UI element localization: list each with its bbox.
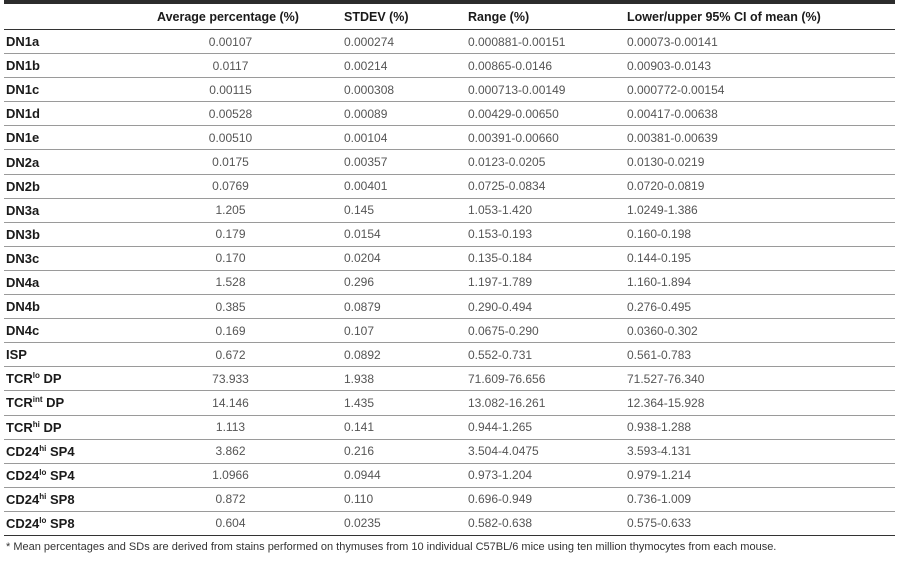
confidence-interval-cell: 0.00381-0.00639 — [627, 126, 895, 150]
population-label-cell — [4, 391, 157, 415]
average-percentage-cell: 0.0769 — [157, 174, 344, 198]
stdev-cell: 0.00104 — [344, 126, 468, 150]
confidence-interval-cell: 0.575-0.633 — [627, 511, 895, 535]
population-label-cell — [4, 270, 157, 294]
average-percentage-cell: 1.205 — [157, 198, 344, 222]
confidence-interval-cell: 0.00073-0.00141 — [627, 30, 895, 54]
column-header-average-percentage: Average percentage (%) — [157, 5, 344, 30]
confidence-interval-cell: 1.160-1.894 — [627, 270, 895, 294]
average-percentage-cell: 0.604 — [157, 511, 344, 535]
average-percentage-cell: 1.0966 — [157, 463, 344, 487]
table-row — [4, 222, 895, 246]
population-label-cell — [4, 511, 157, 535]
table-row — [4, 126, 895, 150]
population-label-cell — [4, 198, 157, 222]
population-marker-level: int — [32, 395, 43, 405]
stdev-cell: 0.0235 — [344, 511, 468, 535]
table-row — [4, 415, 895, 439]
confidence-interval-cell: 71.527-76.340 — [627, 367, 895, 391]
population-marker-level: lo — [39, 515, 47, 525]
range-cell: 0.000713-0.00149 — [468, 78, 627, 102]
population-marker-level: lo — [32, 371, 40, 381]
average-percentage-cell: 1.113 — [157, 415, 344, 439]
population-label-cell — [4, 126, 157, 150]
column-header-population — [4, 5, 157, 30]
stdev-cell: 0.00214 — [344, 54, 468, 78]
population-marker-level: hi — [32, 419, 40, 429]
range-cell: 0.696-0.949 — [468, 487, 627, 511]
population-label-cell — [4, 30, 157, 54]
confidence-interval-cell: 0.00417-0.00638 — [627, 102, 895, 126]
average-percentage-cell: 0.672 — [157, 343, 344, 367]
range-cell: 0.00429-0.00650 — [468, 102, 627, 126]
range-cell: 1.053-1.420 — [468, 198, 627, 222]
population-marker-level: hi — [39, 443, 47, 453]
population-marker-level: lo — [39, 467, 47, 477]
table-body — [4, 30, 895, 536]
population-label-cell — [4, 102, 157, 126]
population-name: DN3c — [6, 250, 40, 266]
average-percentage-cell: 0.179 — [157, 222, 344, 246]
average-percentage-cell: 0.170 — [157, 246, 344, 270]
table-row — [4, 270, 895, 294]
population-label-cell — [4, 222, 157, 246]
population-name: DN4a — [6, 274, 40, 290]
confidence-interval-cell: 0.0130-0.0219 — [627, 150, 895, 174]
population-name: DN4c — [6, 323, 40, 339]
average-percentage-cell: 1.528 — [157, 270, 344, 294]
table-header-row — [4, 5, 895, 30]
population-label-cell — [4, 415, 157, 439]
confidence-interval-cell: 0.736-1.009 — [627, 487, 895, 511]
range-cell: 0.0675-0.290 — [468, 319, 627, 343]
population-subset: SP8 — [46, 515, 75, 531]
stdev-cell: 0.00089 — [344, 102, 468, 126]
population-label-cell — [4, 367, 157, 391]
stdev-cell: 0.00401 — [344, 174, 468, 198]
confidence-interval-cell: 0.561-0.783 — [627, 343, 895, 367]
table-top-rule — [4, 0, 895, 4]
confidence-interval-cell: 0.0360-0.302 — [627, 319, 895, 343]
population-name: DN3b — [6, 226, 40, 242]
population-subset: SP4 — [46, 443, 75, 459]
range-cell: 0.290-0.494 — [468, 295, 627, 319]
range-cell: 0.944-1.265 — [468, 415, 627, 439]
stdev-cell: 0.0154 — [344, 222, 468, 246]
stdev-cell: 0.0944 — [344, 463, 468, 487]
confidence-interval-cell: 0.276-0.495 — [627, 295, 895, 319]
average-percentage-cell: 0.00115 — [157, 78, 344, 102]
range-cell: 0.153-0.193 — [468, 222, 627, 246]
average-percentage-cell: 0.00107 — [157, 30, 344, 54]
stdev-cell: 0.110 — [344, 487, 468, 511]
range-cell: 0.0725-0.0834 — [468, 174, 627, 198]
population-label-cell — [4, 343, 157, 367]
population-subset: DP — [39, 371, 62, 387]
population-name: CD24 — [6, 467, 40, 483]
stdev-cell: 0.145 — [344, 198, 468, 222]
table-row — [4, 102, 895, 126]
population-label-cell — [4, 319, 157, 343]
range-cell: 71.609-76.656 — [468, 367, 627, 391]
table-row — [4, 150, 895, 174]
stdev-cell: 0.0892 — [344, 343, 468, 367]
stdev-cell: 1.435 — [344, 391, 468, 415]
stdev-cell: 1.938 — [344, 367, 468, 391]
confidence-interval-cell: 0.000772-0.00154 — [627, 78, 895, 102]
table-row — [4, 78, 895, 102]
table-row — [4, 54, 895, 78]
population-subset: DP — [42, 395, 65, 411]
average-percentage-cell: 0.00528 — [157, 102, 344, 126]
population-label-cell — [4, 463, 157, 487]
population-name: DN3a — [6, 202, 40, 218]
range-cell: 0.582-0.638 — [468, 511, 627, 535]
range-cell: 0.135-0.184 — [468, 246, 627, 270]
stdev-cell: 0.000308 — [344, 78, 468, 102]
average-percentage-cell: 0.872 — [157, 487, 344, 511]
confidence-interval-cell: 0.00903-0.0143 — [627, 54, 895, 78]
stdev-cell: 0.141 — [344, 415, 468, 439]
table-row — [4, 30, 895, 54]
column-header-range: Range (%) — [468, 5, 627, 30]
population-name: TCR — [6, 371, 33, 387]
average-percentage-cell: 0.0117 — [157, 54, 344, 78]
table-row — [4, 295, 895, 319]
population-name: DN4b — [6, 299, 40, 315]
population-name: DN2b — [6, 178, 40, 194]
table-row — [4, 246, 895, 270]
table-row — [4, 367, 895, 391]
stdev-cell: 0.0204 — [344, 246, 468, 270]
table-row — [4, 343, 895, 367]
population-label-cell — [4, 54, 157, 78]
population-marker-level: hi — [39, 491, 47, 501]
population-label-cell — [4, 174, 157, 198]
table-footnote: * Mean percentages and SDs are derived from stains performed on thymuses from 10 individual C57BL/6 mice using ten million thymocytes from each mouse. — [6, 541, 777, 553]
confidence-interval-cell: 0.160-0.198 — [627, 222, 895, 246]
table-row — [4, 198, 895, 222]
table-row — [4, 319, 895, 343]
table-row — [4, 511, 895, 535]
average-percentage-cell: 73.933 — [157, 367, 344, 391]
range-cell: 0.973-1.204 — [468, 463, 627, 487]
confidence-interval-cell: 0.0720-0.0819 — [627, 174, 895, 198]
population-name: DN1a — [6, 34, 40, 50]
population-label-cell — [4, 246, 157, 270]
confidence-interval-cell: 12.364-15.928 — [627, 391, 895, 415]
population-name: DN1d — [6, 106, 40, 122]
population-name: DN1e — [6, 130, 40, 146]
confidence-interval-cell: 0.938-1.288 — [627, 415, 895, 439]
range-cell: 0.0123-0.0205 — [468, 150, 627, 174]
average-percentage-cell: 0.169 — [157, 319, 344, 343]
stdev-cell: 0.216 — [344, 439, 468, 463]
confidence-interval-cell: 1.0249-1.386 — [627, 198, 895, 222]
population-name: CD24 — [6, 443, 40, 459]
range-cell: 13.082-16.261 — [468, 391, 627, 415]
thymocyte-percentage-table — [4, 5, 895, 536]
stdev-cell: 0.00357 — [344, 150, 468, 174]
confidence-interval-cell: 0.144-0.195 — [627, 246, 895, 270]
range-cell: 3.504-4.0475 — [468, 439, 627, 463]
population-label-cell — [4, 487, 157, 511]
confidence-interval-cell: 0.979-1.214 — [627, 463, 895, 487]
average-percentage-cell: 3.862 — [157, 439, 344, 463]
stdev-cell: 0.107 — [344, 319, 468, 343]
population-label-cell — [4, 150, 157, 174]
average-percentage-cell: 0.385 — [157, 295, 344, 319]
range-cell: 0.00391-0.00660 — [468, 126, 627, 150]
population-subset: SP8 — [46, 491, 75, 507]
population-subset: SP4 — [46, 467, 75, 483]
column-header-confidence-interval: Lower/upper 95% CI of mean (%) — [627, 5, 895, 30]
range-cell: 0.552-0.731 — [468, 343, 627, 367]
stdev-cell: 0.0879 — [344, 295, 468, 319]
stdev-cell: 0.000274 — [344, 30, 468, 54]
population-name: TCR — [6, 395, 33, 411]
population-name: ISP — [6, 347, 27, 363]
population-name: DN1c — [6, 82, 40, 98]
table-row — [4, 463, 895, 487]
range-cell: 0.00865-0.0146 — [468, 54, 627, 78]
table-row — [4, 391, 895, 415]
population-label-cell — [4, 295, 157, 319]
column-header-stdev: STDEV (%) — [344, 5, 468, 30]
population-subset: DP — [39, 419, 62, 435]
population-name: DN2a — [6, 154, 40, 170]
table-row — [4, 174, 895, 198]
range-cell: 0.000881-0.00151 — [468, 30, 627, 54]
average-percentage-cell: 14.146 — [157, 391, 344, 415]
confidence-interval-cell: 3.593-4.131 — [627, 439, 895, 463]
average-percentage-cell: 0.0175 — [157, 150, 344, 174]
population-name: DN1b — [6, 58, 40, 74]
table-row — [4, 487, 895, 511]
range-cell: 1.197-1.789 — [468, 270, 627, 294]
stdev-cell: 0.296 — [344, 270, 468, 294]
table-row — [4, 439, 895, 463]
population-label-cell — [4, 439, 157, 463]
population-name: TCR — [6, 419, 33, 435]
population-name: CD24 — [6, 491, 40, 507]
population-label-cell — [4, 78, 157, 102]
population-name: CD24 — [6, 515, 40, 531]
average-percentage-cell: 0.00510 — [157, 126, 344, 150]
